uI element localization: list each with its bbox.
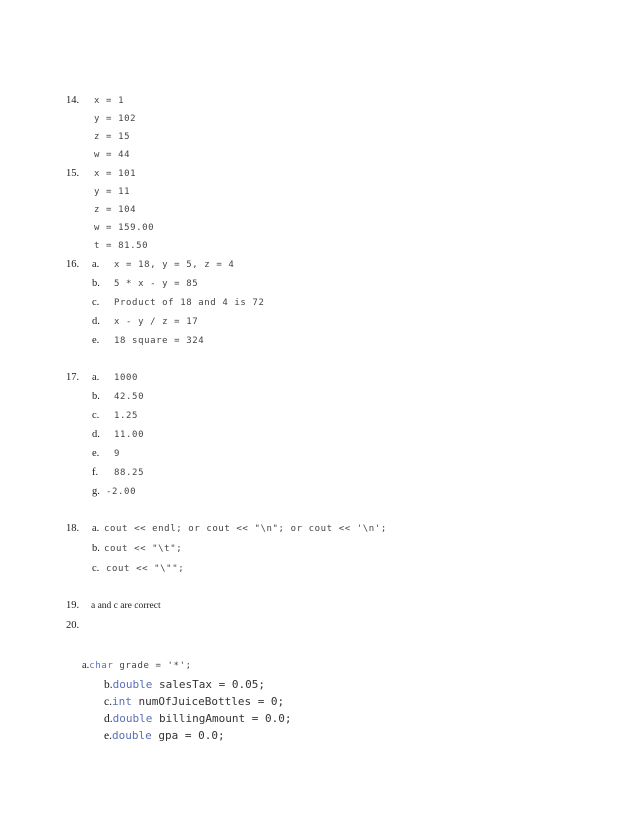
answer-line: w = 159.00 (94, 223, 155, 233)
code-text: gpa = 0.0; (151, 729, 225, 742)
item-text: 1000 (114, 373, 139, 383)
item-label: a. (92, 523, 100, 534)
item-label: e. (92, 448, 100, 459)
code-text: numOfJuiceBottles = 0; (131, 695, 285, 708)
item-label: a. (82, 660, 90, 671)
question-number: 19. (66, 600, 80, 611)
item-label: f. (92, 467, 99, 478)
item-label: d. (104, 713, 113, 725)
code-text: billingAmount = 0.0; (152, 712, 292, 725)
answer-line: z = 15 (94, 132, 131, 142)
item-label: c. (92, 410, 100, 421)
item-text: cout << "\""; (106, 564, 185, 574)
item-label: d. (92, 429, 100, 440)
item-label: c. (92, 563, 100, 574)
question-number: 18. (66, 523, 80, 534)
item-text: -2.00 (106, 487, 137, 497)
item-label: a. (92, 372, 100, 383)
item-text: cout << endl; or cout << "\n"; or cout << '\n'; (104, 524, 387, 534)
item-text: x = 18, y = 5, z = 4 (114, 260, 235, 270)
item-text: 88.25 (114, 468, 145, 478)
code-text: salesTax = 0.05; (152, 678, 265, 691)
item-label: a. (92, 259, 100, 270)
item-label: g. (92, 486, 100, 497)
answer-line: t = 81.50 (94, 241, 149, 251)
item-text: cout << "\t"; (104, 544, 183, 554)
answer-line: y = 11 (94, 187, 131, 197)
item-text: 9 (114, 449, 121, 459)
item-label: b. (92, 543, 100, 554)
type-keyword: double (112, 712, 153, 725)
answer-text: a and c are correct (91, 601, 161, 611)
code-text: grade = '*'; (113, 661, 192, 671)
item-label: e. (104, 730, 112, 742)
item-text: 1.25 (114, 411, 139, 421)
item-text: 11.00 (114, 430, 145, 440)
item-label: c. (104, 696, 112, 708)
item-text: 42.50 (114, 392, 145, 402)
item-text: x - y / z = 17 (114, 317, 199, 327)
item-label: b. (92, 278, 100, 289)
question-number: 16. (66, 259, 80, 270)
item-label: b. (104, 679, 113, 691)
type-keyword: double (111, 729, 152, 742)
type-keyword: char (89, 661, 114, 671)
answer-line: x = 1 (94, 96, 125, 106)
item-label: c. (92, 297, 100, 308)
item-text: Product of 18 and 4 is 72 (114, 298, 265, 308)
type-keyword: double (112, 678, 153, 691)
item-label: d. (92, 316, 100, 327)
item-label: e. (92, 335, 100, 346)
code-line (88, 711, 225, 759)
answer-line: w = 44 (94, 150, 131, 160)
question-number: 14. (66, 95, 80, 106)
answer-line: y = 102 (94, 114, 137, 124)
item-text: 5 * x - y = 85 (114, 279, 199, 289)
answer-line: z = 104 (94, 205, 137, 215)
answer-line: x = 101 (94, 169, 137, 179)
item-label: b. (92, 391, 100, 402)
type-keyword: int (111, 695, 132, 708)
question-number: 15. (66, 168, 80, 179)
question-number: 17. (66, 372, 80, 383)
question-number: 20. (66, 620, 80, 631)
item-text: 18 square = 324 (114, 336, 205, 346)
